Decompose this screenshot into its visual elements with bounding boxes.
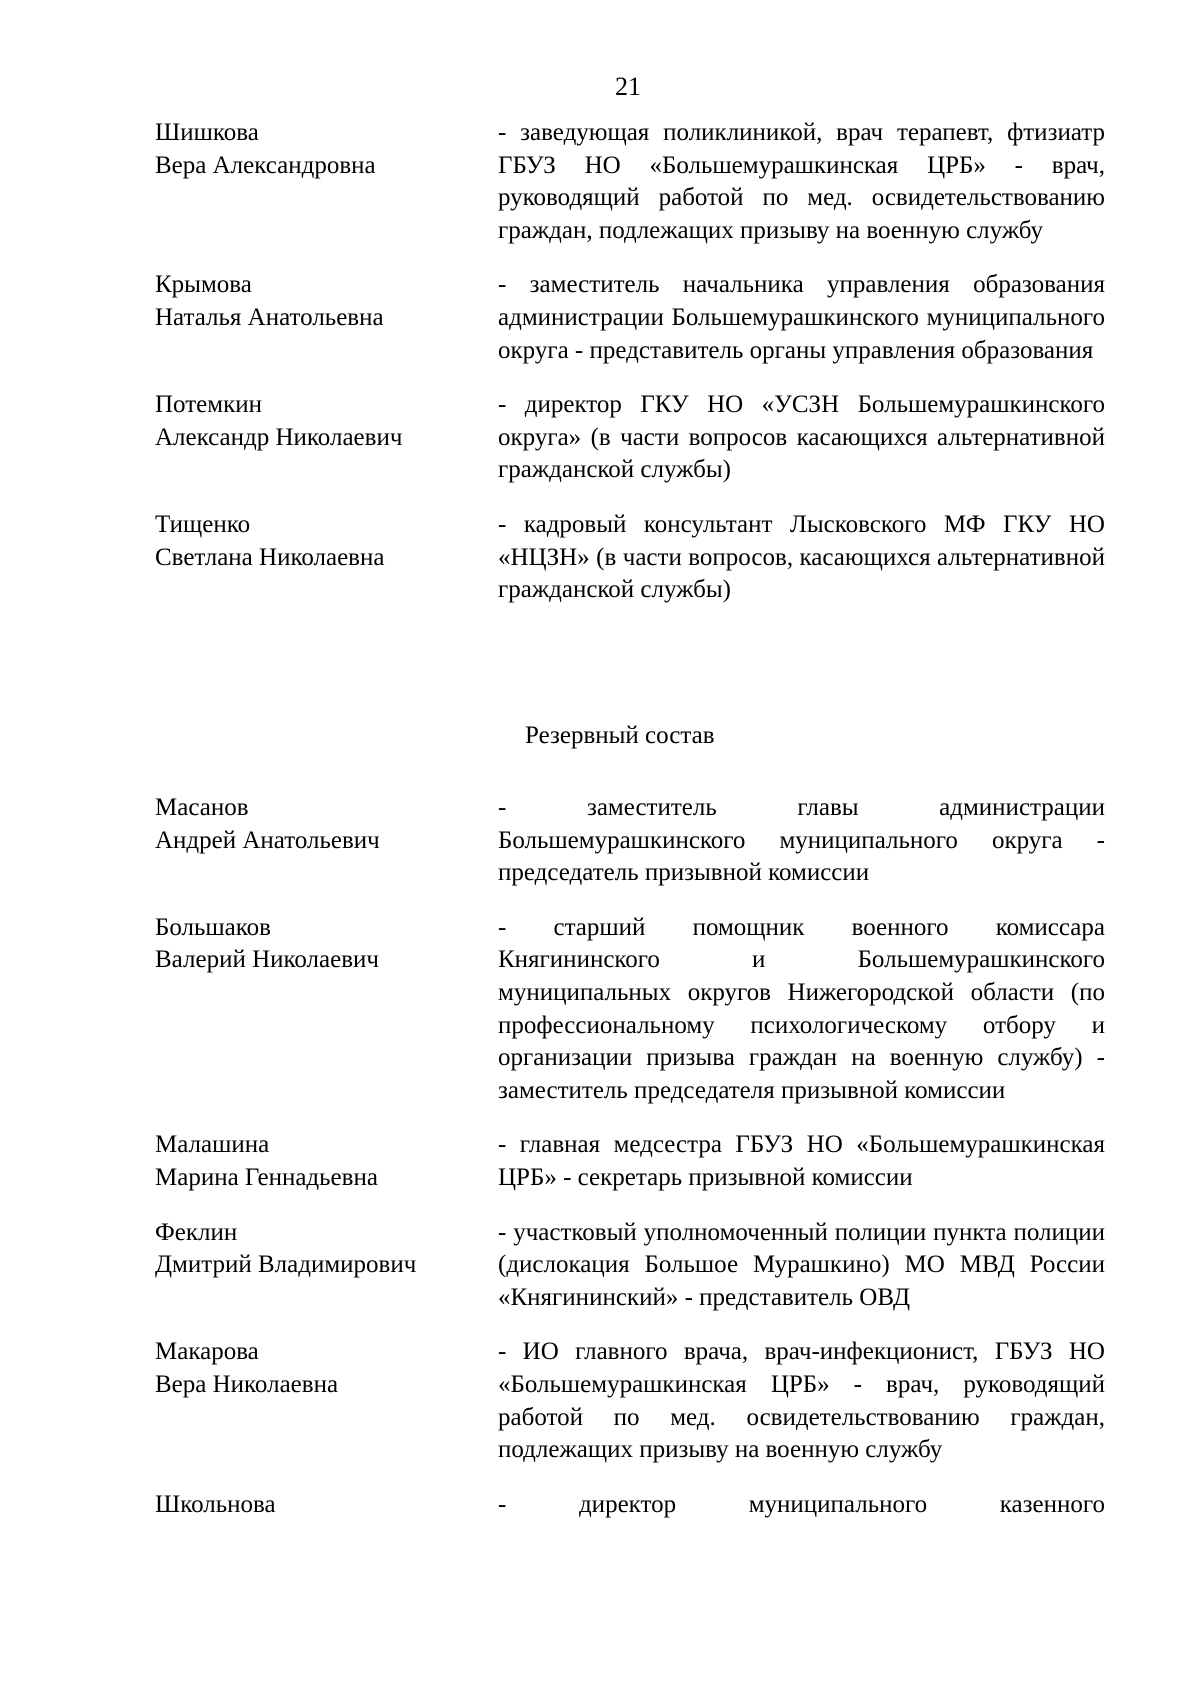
list-item xyxy=(155,389,1105,487)
member-given-names: Наталья Анатольевна xyxy=(155,303,384,331)
member-name xyxy=(155,1129,498,1194)
list-item xyxy=(155,1336,1105,1466)
member-given-names: Дмитрий Владимирович xyxy=(155,1251,417,1279)
list-item xyxy=(155,269,1105,367)
list-item xyxy=(155,1129,1105,1194)
member-given-names: Марина Геннадьевна xyxy=(155,1163,378,1191)
list-item xyxy=(155,117,1105,247)
member-given-names: Светлана Николаевна xyxy=(155,543,385,571)
member-position: - заместитель главы администрации Большемурашкинского муниципального округа - председатель призывной комиссии xyxy=(498,794,1105,887)
member-surname: Шишкова xyxy=(155,119,259,146)
member-name xyxy=(155,117,498,247)
member-surname: Феклин xyxy=(155,1218,238,1246)
reserve-members-list xyxy=(155,792,1105,1543)
reserve-heading: Резервный состав xyxy=(525,722,715,749)
page-number: 21 xyxy=(615,72,641,101)
member-name xyxy=(155,509,498,607)
list-item xyxy=(155,912,1105,1108)
main-members-list xyxy=(155,117,1105,629)
list-item xyxy=(155,1217,1105,1315)
member-surname: Тищенко xyxy=(155,510,251,538)
member-name xyxy=(155,389,498,487)
member-surname: Масанов xyxy=(155,794,249,821)
member-surname: Макарова xyxy=(155,1338,259,1366)
member-position: - ИО главного врача, врач-инфекционист, ГБУЗ НО «Большемурашкинская ЦРБ» - врач, руководящий работой по мед. освидетельствованию граждан, подлежащих призыву на военную службу xyxy=(498,1338,1105,1464)
member-given-names: Вера Александровна xyxy=(155,151,376,179)
list-item xyxy=(155,1489,1105,1522)
list-item xyxy=(155,792,1105,890)
member-name xyxy=(155,912,498,1108)
member-name xyxy=(155,269,498,367)
member-given-names: Андрей Анатольевич xyxy=(155,826,380,854)
member-position: - кадровый консультант Лысковского МФ ГКУ НО «НЦЗН» (в части вопросов, касающихся альтернативной гражданской службы) xyxy=(498,510,1105,604)
member-name xyxy=(155,1217,498,1315)
member-surname: Большаков xyxy=(155,913,271,941)
member-position: - участковый уполномоченный полиции пункта полиции (дислокация Большое Мурашкино) МО МВД России «Княгининский» - представитель ОВД xyxy=(498,1218,1105,1311)
member-surname: Крымова xyxy=(155,271,252,299)
list-item xyxy=(155,509,1105,607)
member-name xyxy=(155,792,498,890)
member-surname: Потемкин xyxy=(155,391,262,419)
member-position: - заместитель начальника управления образования администрации Большемурашкинского муниципального округа - представитель органы управления образования xyxy=(498,271,1105,364)
member-position: - директор ГКУ НО «УСЗН Большемурашкинского округа» (в части вопросов касающихся альтернативной гражданской службы) xyxy=(498,391,1105,484)
member-position: - старший помощник военного комиссара Княгининского и Большемурашкинского муниципальных округов Нижегородской области (по профессиональному психологическому отбору и организации призыва граждан на военную службу) - заместитель председателя призывной комиссии xyxy=(498,913,1105,1104)
member-name xyxy=(155,1489,498,1522)
member-position: - заведующая поликлиникой, врач терапевт, фтизиатр ГБУЗ НО «Большемурашкинская ЦРБ» - врач, руководящий работой по мед. освидетельствованию граждан, подлежащих призыву на военную службу xyxy=(498,119,1105,244)
member-position: - главная медсестра ГБУЗ НО «Большемурашкинская ЦРБ» - секретарь призывной комиссии xyxy=(498,1131,1105,1191)
member-given-names: Александр Николаевич xyxy=(155,423,403,451)
member-surname: Малашина xyxy=(155,1131,270,1159)
member-given-names: Валерий Николаевич xyxy=(155,946,379,974)
member-position: - директор муниципального казенного xyxy=(498,1490,1105,1518)
member-name xyxy=(155,1336,498,1466)
member-given-names: Вера Николаевна xyxy=(155,1370,339,1398)
member-surname: Школьнова xyxy=(155,1490,276,1518)
